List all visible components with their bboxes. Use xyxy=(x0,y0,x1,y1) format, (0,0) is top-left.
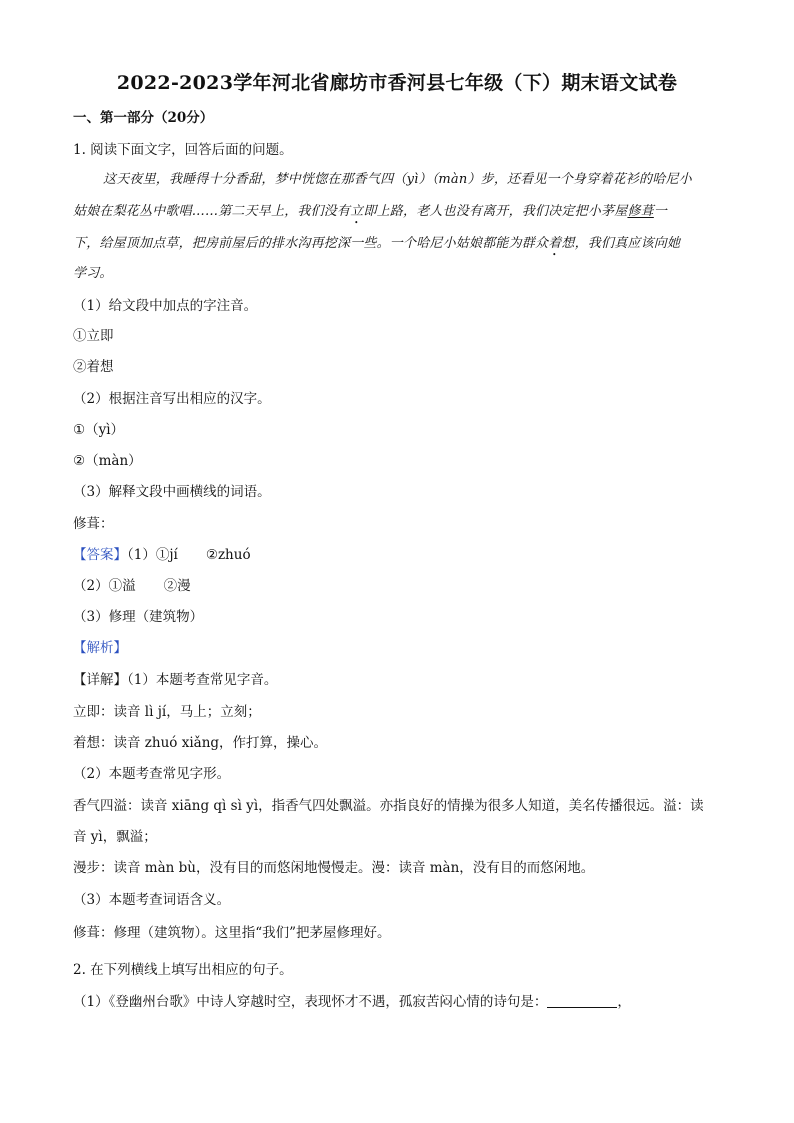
sub-question-2-item-a: ①（yì） xyxy=(73,422,125,438)
question-1-prompt: 1. 阅读下面文字，回答后面的问题。 xyxy=(73,142,293,158)
answer-text: ②漫 xyxy=(163,578,191,594)
sub-question-2-item-b: ②（màn） xyxy=(73,453,142,469)
passage-line-1: 这天夜里，我睡得十分香甜，梦中恍惚在那香气四（yì）（màn）步，还看见一个身穿着花衫的哈尼小 xyxy=(103,172,692,187)
sub-question-2: （2）根据注音写出相应的汉字。 xyxy=(73,391,271,407)
detail-manbu: 漫步：读音 màn bù，没有目的而悠闲地慢慢走。漫：读音 màn，没有目的而悠闲地。 xyxy=(73,860,595,876)
sub-question-1-item-b: ②着想 xyxy=(73,359,114,375)
answer-blank[interactable] xyxy=(547,993,617,1008)
detail-line-2: （2）本题考查常见字形。 xyxy=(73,766,231,782)
sub-question-3: （3）解释文段中画横线的词语。 xyxy=(73,484,271,500)
detail-tag: 【详解】 xyxy=(73,672,127,688)
detail-liji: 立即：读音 lì jí，马上；立刻； xyxy=(73,704,261,720)
detail-line-3: （3）本题考查词语含义。 xyxy=(73,892,231,908)
passage-text: 一 xyxy=(653,204,668,219)
passage-line-4: 学习。 xyxy=(73,266,113,281)
sub-question-1-item-a: ①立即 xyxy=(73,328,114,344)
passage-text: 姑娘在梨花丛中歌唱……第二天早上，我们没有 xyxy=(73,204,351,219)
answer-line-2 xyxy=(73,576,191,596)
answer-tag: 【答案】 xyxy=(73,547,127,563)
question-2-prompt: 2. 在下列横线上填写出相应的句子。 xyxy=(73,962,293,978)
sub-question-3-word: 修葺： xyxy=(73,516,114,532)
dotted-char-zhuo: 着 xyxy=(548,236,562,251)
dotted-char-li: 立 xyxy=(350,204,364,219)
detail-line-1 xyxy=(73,670,277,690)
analysis-tag: 【解析】 xyxy=(73,640,127,656)
passage-text: 下，给屋顶加点草，把房前屋后的排水沟再挖深一些。一个哈尼小姑娘都能为群众 xyxy=(73,236,549,251)
answer-text: ②zhuó xyxy=(205,547,251,563)
passage-text: 想，我们真应该向她 xyxy=(561,236,681,251)
answer-line-1 xyxy=(73,545,251,565)
passage-line-2 xyxy=(73,202,667,227)
question-text: ， xyxy=(617,994,631,1010)
section-heading: 一、第一部分（20分） xyxy=(73,110,214,126)
sub-question-1: （1）给文段中加点的字注音。 xyxy=(73,298,258,314)
answer-text: （1）①jí xyxy=(127,547,178,563)
detail-xiangqi-2: 音 yì，飘溢； xyxy=(73,829,157,845)
underlined-word-xiuqi: 修葺 xyxy=(627,204,654,219)
detail-zhuoxiang: 着想：读音 zhuó xiǎng，作打算，操心。 xyxy=(73,735,328,751)
answer-line-3: （3）修理（建筑物） xyxy=(73,609,204,625)
question-text: （1）《登幽州台歌》中诗人穿越时空，表现怀才不遇，孤寂苦闷心情的诗句是： xyxy=(73,994,548,1010)
passage-text: 即上路，老人也没有离开，我们决定把小茅屋 xyxy=(363,204,628,219)
detail-xiuqi: 修葺：修理（建筑物）。这里指“我们”把茅屋修理好。 xyxy=(73,925,391,941)
exam-title: 2022-2023学年河北省廊坊市香河县七年级（下）期末语文试卷 xyxy=(116,72,678,94)
detail-text: （1）本题考查常见字音。 xyxy=(127,672,278,688)
passage-line-3 xyxy=(73,234,680,259)
answer-text: （2）①溢 xyxy=(73,578,136,594)
detail-xiangqi-1: 香气四溢：读音 xiāng qì sì yì，指香气四处飘溢。亦指良好的情操为很多人知道，美名传播很远。溢：读 xyxy=(73,798,704,814)
question-2-sub-1 xyxy=(73,992,631,1012)
